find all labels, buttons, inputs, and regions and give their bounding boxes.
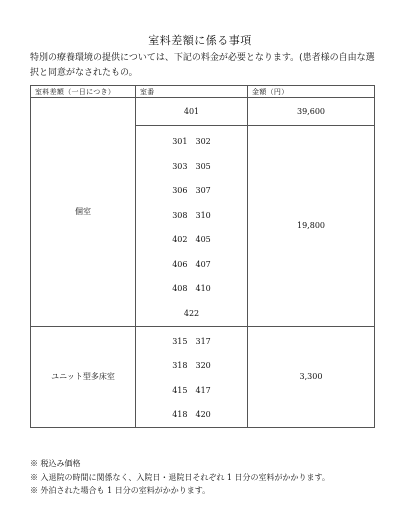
- page-title: 室料差額に係る事項: [148, 34, 252, 47]
- table-row: [31, 98, 375, 126]
- room-line: 408 410: [172, 284, 211, 293]
- price-cell: 3,300: [248, 326, 375, 428]
- notes: [30, 457, 390, 498]
- room-fee-table: [30, 85, 375, 428]
- room-line: 315 317: [172, 336, 211, 346]
- room-line: 318 320: [172, 361, 211, 370]
- category-cell-private: 個室: [31, 98, 136, 327]
- room-cell: [136, 126, 248, 327]
- price-cell: 19,800: [248, 126, 375, 327]
- note-item: ※ 税込み価格: [30, 459, 81, 468]
- room-line: 308 310: [172, 210, 211, 220]
- table-row: [31, 326, 375, 428]
- note-item: ※ 外泊された場合も 1 日分の室料がかかります。: [30, 486, 211, 495]
- note-item: ※ 入退院の時間に関係なく、入院日・退院日それぞれ 1 日分の室料がかかります。: [30, 472, 330, 482]
- category-cell-unit: ユニット型多床室: [31, 326, 136, 428]
- room-line: 406 407: [172, 259, 211, 269]
- room-line: 415 417: [172, 385, 211, 395]
- price-cell: 39,600: [248, 98, 375, 126]
- room-cell: [136, 98, 248, 126]
- header-price: 金額（円）: [248, 86, 375, 98]
- header-room-number: 室番: [136, 86, 248, 98]
- room-line: 301 302: [172, 137, 211, 146]
- room-line: 401: [183, 107, 200, 116]
- room-line: 303 305: [172, 161, 211, 171]
- table-header-row: [31, 86, 375, 98]
- room-line: 418 420: [172, 410, 211, 419]
- room-cell: [136, 326, 248, 428]
- room-line: 402 405: [172, 235, 211, 244]
- room-line: 306 307: [172, 186, 211, 195]
- header-category: 室料差額（一日につき）: [31, 86, 136, 98]
- room-line: 422: [183, 308, 200, 318]
- intro-text: 特別の療養環境の提供については、下記の料金が必要となります。(患者様の自由な選択と同意がなされたもの。: [30, 53, 375, 78]
